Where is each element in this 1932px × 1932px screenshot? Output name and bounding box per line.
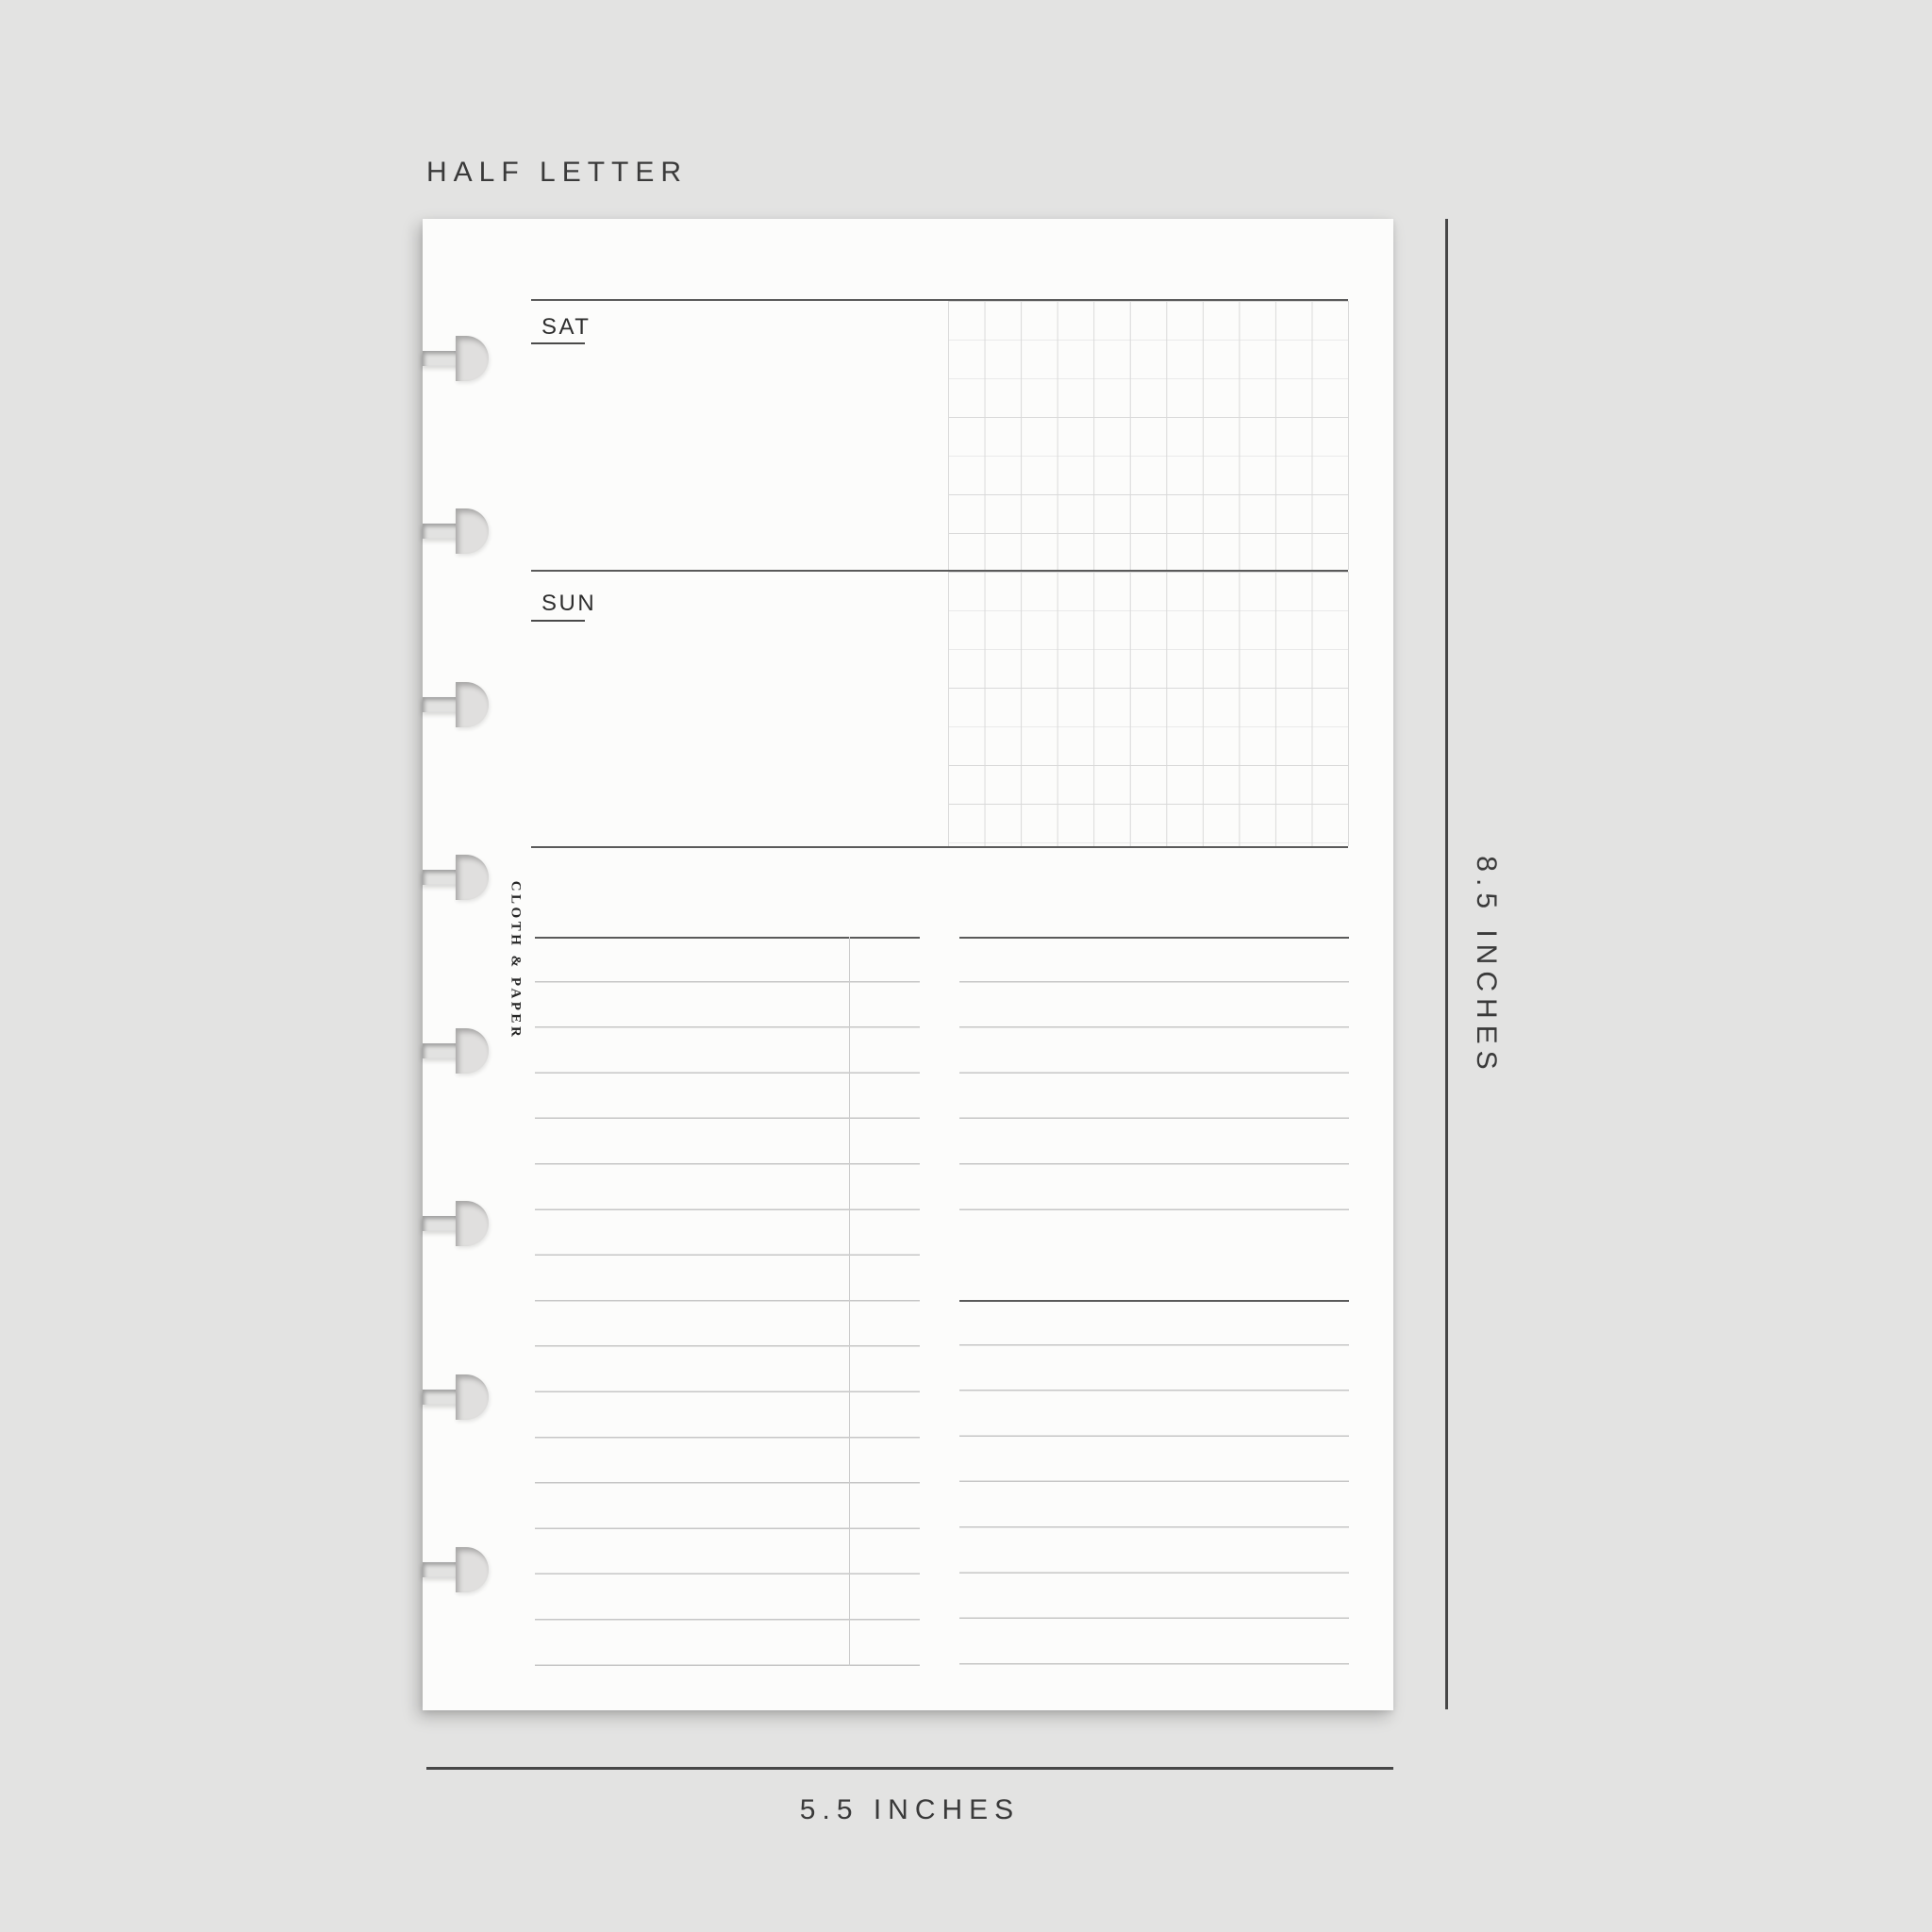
left-notes-lines bbox=[535, 937, 920, 1668]
sun-label: SUN bbox=[541, 591, 597, 616]
height-dimension-label: 8.5 INCHES bbox=[1471, 856, 1502, 1076]
right-notes-lines-upper bbox=[959, 937, 1349, 1212]
punch-hole bbox=[423, 1028, 491, 1074]
punch-hole bbox=[423, 855, 491, 900]
right-notes-lines-lower bbox=[959, 1300, 1349, 1666]
sat-grid bbox=[948, 301, 1349, 570]
punch-disc bbox=[456, 855, 489, 900]
punch-hole bbox=[423, 1374, 491, 1420]
punch-disc bbox=[456, 1547, 489, 1592]
width-dimension-label: 5.5 INCHES bbox=[799, 1794, 1021, 1825]
day-sections-bottom-rule bbox=[531, 846, 1348, 848]
punch-hole bbox=[423, 336, 491, 381]
brand-logo: CLOTH & PAPER bbox=[508, 880, 524, 1041]
size-label: HALF LETTER bbox=[426, 157, 689, 188]
sat-label-underline bbox=[531, 342, 585, 344]
punch-disc bbox=[456, 1374, 489, 1420]
punch-disc bbox=[456, 508, 489, 554]
sun-grid bbox=[948, 572, 1349, 846]
punch-disc bbox=[456, 1201, 489, 1246]
punch-hole bbox=[423, 1547, 491, 1592]
width-dimension-line bbox=[426, 1767, 1393, 1770]
sat-label: SAT bbox=[541, 314, 591, 340]
punch-hole bbox=[423, 1201, 491, 1246]
height-dimension-line bbox=[1445, 219, 1448, 1709]
punch-disc bbox=[456, 336, 489, 381]
punch-disc bbox=[456, 1028, 489, 1074]
punch-hole bbox=[423, 682, 491, 727]
punch-disc bbox=[456, 682, 489, 727]
punch-hole bbox=[423, 508, 491, 554]
planner-page bbox=[423, 219, 1393, 1710]
left-notes-divider bbox=[849, 937, 850, 1666]
sun-label-underline bbox=[531, 620, 585, 622]
